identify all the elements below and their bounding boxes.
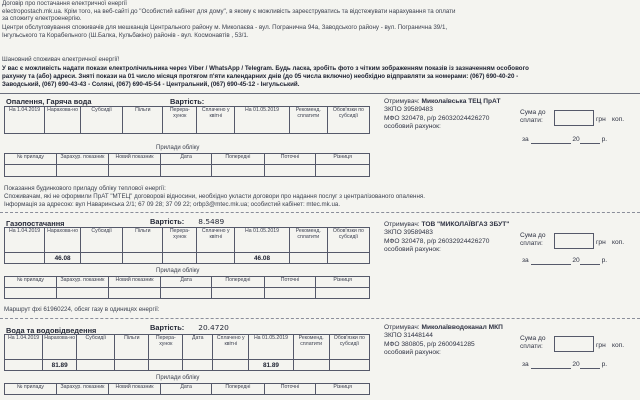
water-kop: коп. [612, 342, 625, 349]
heating-cost-label: Вартість: [170, 97, 205, 106]
gas-period-za: за [522, 257, 529, 264]
heating-meter-col-date: Дата [161, 154, 212, 165]
gas-receiver-edrpou: ЗКПО 39589483 [384, 229, 433, 237]
heating-col-benefits: Пільги [123, 107, 163, 134]
water-val-paid [213, 360, 249, 371]
gas-meter-col-current: Поточні [264, 277, 316, 288]
gas-meter-col-new: Новий показник [109, 277, 161, 288]
water-meter-title: Прилади обліку [156, 375, 200, 381]
water-cost-label: Вартість: [150, 323, 185, 332]
gas-col-recalc: Перера-хунок [163, 228, 197, 253]
intro-line-1: Договір про постачання електричної енергії [2, 0, 127, 7]
water-receiver [384, 324, 503, 358]
water-period-year-field[interactable] [580, 361, 600, 369]
water-title: Вода та водовідведення [6, 326, 97, 335]
heating-kop: коп. [612, 116, 625, 123]
heating-meter-table [4, 153, 370, 177]
water-sum-block [520, 335, 546, 351]
gas-val-paid [197, 253, 235, 264]
water-meter-col-credited: Зарахур. показник [56, 384, 108, 395]
intro-line-2b: за спожиту електроенергію. [2, 15, 82, 22]
water-col-recalc: Перера-хунок [149, 335, 183, 360]
gas-period-month-field[interactable] [531, 257, 571, 265]
heating-col-subsidy: Субсидії [81, 107, 123, 134]
gas-receiver-account-label: особовий рахунок: [384, 246, 441, 254]
gas-col-subsidy: Субсидії [81, 228, 123, 253]
gas-period-r: р. [601, 257, 608, 264]
heating-col-start: На 1.04.2019 [5, 107, 45, 134]
water-meter-col-previous: Попередні [212, 384, 264, 395]
gas-val-subsidy [81, 253, 123, 264]
heating-meter-col-credited: Зарахур. показник [56, 154, 108, 165]
heating-note-1: Показання будинкового приладу обліку теплової енергії: [4, 185, 166, 192]
water-meter-col-number: № приладу [5, 384, 57, 395]
gas-meter-col-date: Дата [161, 277, 212, 288]
heating-sum-block [520, 109, 546, 125]
water-val-subsidy [77, 360, 115, 371]
gas-meter-table [4, 276, 370, 299]
section-divider [0, 93, 640, 94]
gas-col-subsidy-duty: Обов'язки по субсидії [327, 228, 369, 253]
water-period-month-field[interactable] [531, 361, 571, 369]
water-col-benefits: Пільги [115, 335, 149, 360]
heating-period [522, 136, 607, 144]
gas-sum-label-2: сплати: [520, 240, 543, 247]
heating-balance-table [4, 106, 370, 134]
water-col-recommended: Рекоменд. сплатити [293, 335, 329, 360]
water-val-subsidy-duty [329, 360, 369, 371]
heating-col-paid: Сплачено у квітні [197, 107, 235, 134]
water-val-start [5, 360, 43, 371]
water-val-date [183, 360, 213, 371]
water-grn: грн [596, 342, 606, 349]
gas-sum-label: Сума до [520, 232, 546, 239]
gas-meter-col-credited: Зарахур. показник [56, 277, 108, 288]
heating-title: Опалення, Гаряча вода [6, 97, 92, 106]
water-receiver-account-label: особовий рахунок: [384, 349, 441, 357]
gas-note: Маршрут фхі 61960224, обсяг газу в одиницях енергії: [4, 306, 160, 313]
heating-meter-col-diff: Різниця [316, 154, 370, 165]
gas-period [522, 257, 607, 265]
heating-meter-col-number: № приладу [5, 154, 57, 165]
heating-receiver [384, 98, 501, 132]
gas-col-start: На 1.04.2019 [5, 228, 45, 253]
water-receiver-mfo: МФО 380805, р/р 2600941285 [384, 340, 475, 348]
heating-col-subsidy-duty: Обов'язки по субсидії [327, 107, 369, 134]
gas-meter-col-number: № приладу [5, 277, 57, 288]
intro-line-3: Центри обслуговування споживачів для мешканців Центрального району м. Миколаєва - вул. Погранична 94а, Заводського району - вул. Погранична 39/1, [2, 24, 448, 31]
water-sum-label-2: сплати: [520, 343, 543, 350]
water-meter-col-current: Поточні [264, 384, 316, 395]
heating-period-month-field[interactable] [531, 136, 571, 144]
gas-val-recalc [163, 253, 197, 264]
gas-val-accrued: 46.08 [45, 253, 81, 264]
heating-receiver-account-label: особовий рахунок: [384, 123, 441, 131]
gas-receiver-label: Отримувач: [384, 221, 420, 228]
water-cost [150, 323, 229, 332]
heating-grn: грн [596, 116, 606, 123]
water-col-subsidy-duty: Обов'язки по субсидії [329, 335, 369, 360]
water-col-accrued: Нарахова-но [43, 335, 77, 360]
heating-period-za: за [522, 136, 529, 143]
water-col-date: Дата [183, 335, 213, 360]
gas-val-end: 46.08 [235, 253, 289, 264]
intro-line-5: Шановний споживач електричної енергії! [2, 56, 120, 63]
heating-receiver-mfo: МФО 320478, р/р 26032024426270 [384, 114, 490, 122]
water-receiver-label: Отримувач: [384, 324, 420, 331]
water-meter-col-date: Дата [161, 384, 212, 395]
heating-receiver-name: Миколаївська ТЕЦ ПрАТ [421, 98, 501, 105]
gas-meter-title: Прилади обліку [156, 268, 200, 274]
heating-sum-label-2: сплати: [520, 117, 543, 124]
gas-col-end: На 01.05.2019 [235, 228, 289, 253]
water-col-start: На 1.04.2019 [5, 335, 43, 360]
water-meter-col-new: Новий показник [109, 384, 161, 395]
heating-col-recalc: Перера-хунок [163, 107, 197, 134]
water-col-end: На 01.05.2019 [249, 335, 293, 360]
heating-sum-box[interactable] [554, 110, 594, 126]
water-receiver-name: Миколаївводоканал МКП [421, 324, 503, 331]
intro-line-7: рахунку та (або) адреси. Зняті покази на 01 число місяця протягом п'яти календарних днів (до 05 числа включно) необхідно відправляти за номерами: (067) 690-40-20 - [2, 73, 519, 80]
heating-meter-col-current: Поточні [264, 154, 316, 165]
intro-line-6: У вас є можливість надати покази електролічильника через Viber / WhatsApp / Telegram. Будь ласка, зробіть фото з чітким зображенням показів із зазначенням особового [2, 65, 529, 72]
gas-col-recommended: Рекоменд. сплатити [289, 228, 327, 253]
gas-val-recommended [289, 253, 327, 264]
gas-period-year: 20 [572, 257, 580, 264]
gas-meter-col-previous: Попередні [212, 277, 264, 288]
gas-col-paid: Сплачено у квітні [197, 228, 235, 253]
water-period-za: за [522, 361, 529, 368]
water-period-year: 20 [572, 361, 580, 368]
water-col-subsidy: Субсидії [77, 335, 115, 360]
gas-balance-table [4, 227, 370, 264]
water-col-paid: Сплачено у квітні [213, 335, 249, 360]
heating-col-recommended: Рекоменд. сплатити [289, 107, 327, 134]
water-val-end: 81.89 [249, 360, 293, 371]
cut-line-2 [0, 318, 640, 319]
gas-val-subsidy-duty [327, 253, 369, 264]
water-val-recommended [293, 360, 329, 371]
gas-grn: грн [596, 239, 606, 246]
gas-cost-label: Вартість: [150, 217, 185, 226]
intro-line-2: electropostach.mk.ua. Крім того, на веб-сайті до "Особистий кабінет для дому", в якому є можливість зареєструватись та відстежувати нарахування та оплати [2, 8, 456, 15]
heating-receiver-edrpou: ЗКПО 39589483 [384, 106, 433, 114]
gas-receiver [384, 221, 509, 255]
water-val-accrued: 81.89 [43, 360, 77, 371]
gas-receiver-name: ТОВ "МИКОЛАЇВГАЗ ЗБУТ" [421, 221, 510, 228]
gas-meter-col-diff: Різниця [316, 277, 370, 288]
water-period-r: р. [601, 361, 608, 368]
heating-period-year-field[interactable] [580, 136, 600, 144]
water-val-benefits [115, 360, 149, 371]
heating-period-r: р. [601, 136, 608, 143]
gas-val-start [5, 253, 45, 264]
gas-period-year-field[interactable] [580, 257, 600, 265]
heating-period-year: 20 [572, 136, 580, 143]
heating-meter-title: Прилади обліку [156, 145, 200, 151]
water-period [522, 361, 607, 369]
heating-col-end: На 01.05.2019 [235, 107, 289, 134]
water-cost-value: 20.4720 [198, 323, 229, 332]
water-meter-col-diff: Різниця [316, 384, 370, 395]
gas-title: Газопостачання [6, 219, 65, 228]
gas-col-accrued: Нарахова-но [45, 228, 81, 253]
gas-sum-block [520, 232, 546, 248]
water-receiver-edrpou: ЗКПО 31448144 [384, 332, 433, 340]
intro-line-4: Інгульського та Корабельного (Ш.Балка, Кульбакіно) районів - вул. Космонавтів , 53/1. [2, 32, 249, 39]
heating-note-3: Інформація за адресою: вул Наваринська 2/1; 67 09 28; 37 09 22; orbp3@mtec.mk.ua; особистий кабінет: mtec.mk.ua. [4, 201, 341, 208]
heating-cost [170, 97, 218, 106]
heating-col-accrued: Нарахова-но [45, 107, 81, 134]
water-val-recalc [149, 360, 183, 371]
water-sum-label: Сума до [520, 335, 546, 342]
gas-cost [150, 217, 224, 226]
heating-meter-col-new: Новий показник [109, 154, 161, 165]
gas-val-benefits [123, 253, 163, 264]
gas-sum-box[interactable] [554, 233, 594, 249]
gas-col-benefits: Пільги [123, 228, 163, 253]
cut-line-1 [0, 212, 640, 213]
heating-sum-label: Сума до [520, 109, 546, 116]
water-balance-table [4, 334, 370, 371]
heating-meter-col-previous: Попередні [212, 154, 264, 165]
gas-cost-value: 8.5489 [198, 217, 225, 226]
water-sum-box[interactable] [554, 336, 594, 352]
gas-kop: коп. [612, 239, 625, 246]
water-meter-table [4, 383, 370, 395]
heating-receiver-label: Отримувач: [384, 98, 420, 105]
gas-receiver-mfo: МФО 320478, р/р 26032924426270 [384, 237, 490, 245]
heating-note-2: Споживачам, які не оформили ПрАТ "МТЕЦ" договорові відносини, необхідно укласти договори про надання послуг з централізованого опалення. [4, 193, 425, 200]
intro-line-8: Заводський, (067) 690-43-43 - Соляні, (067) 690-45-54 - Центральний, (067) 690-45-12 - Інгульський. [2, 81, 300, 88]
